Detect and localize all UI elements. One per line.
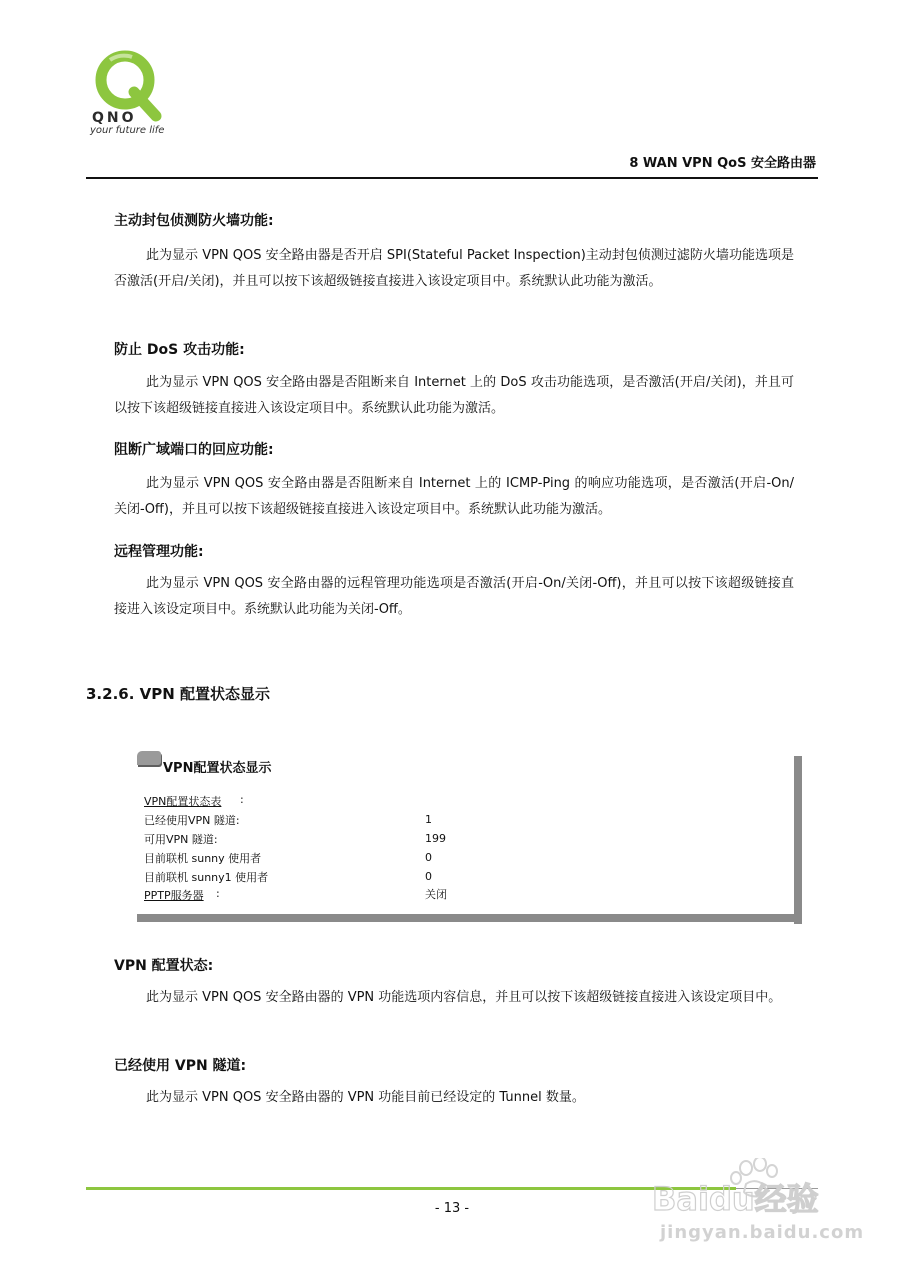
section-heading-dos: 防止 DoS 攻击功能: [114,342,245,358]
sunny1-users-label: 目前联机 sunny1 使用者 [144,871,269,884]
section-body-dos: 此为显示 VPN QOS 安全路由器是否阻断来自 Internet 上的 DoS 攻击功能选项，是否激活(开启/关闭)，并且可以按下该超级链接直接进入该设定项目中。系统默认此功能为激活。 [114,375,794,416]
section-body-spi: 此为显示 VPN QOS 安全路由器是否开启 SPI(Stateful Packet Inspection)主动封包侦测过滤防火墙功能选项是否激活(开启/关闭)，并且可以按下该超级链接直接进入该设定项目中。系统默认此功能为激活。 [114,248,794,289]
section-heading-remote: 远程管理功能: [114,544,204,560]
section-heading-wan-ping: 阻断广域端口的回应功能: [114,442,274,458]
panel-row-sep: : [240,793,244,806]
logo-wordmark: QNO [92,110,137,126]
section-body-used-tunnels: 此为显示 VPN QOS 安全路由器的 VPN 功能目前已经设定的 Tunnel 数量。 [146,1090,585,1105]
section-body-remote: 此为显示 VPN QOS 安全路由器的远程管理功能选项是否激活(开启-On/关闭-Off)，并且可以按下该超级链接直接进入该设定项目中。系统默认此功能为关闭-Off。 [114,576,794,617]
panel-tab-icon [137,751,161,765]
pptp-server-link[interactable]: PPTP服务器 [144,889,204,902]
baidu-watermark [650,1158,850,1258]
section-heading-vpn-config: VPN 配置状态: [114,958,214,974]
pptp-server-value: 关闭 [425,888,447,901]
section-title-vpn-status: 3.2.6. VPN 配置状态显示 [86,685,271,703]
page-number: - 13 - [434,1201,470,1216]
watermark-brand: Baidu经验 [652,1180,819,1218]
section-body-vpn-config: 此为显示 VPN QOS 安全路由器的 VPN 功能选项内容信息，并且可以按下该超级链接直接进入该设定项目中。 [146,990,782,1005]
available-vpn-tunnels-value: 199 [425,832,446,845]
available-vpn-tunnels-label: 可用VPN 隧道: [144,833,218,846]
panel-title: VPN配置状态显示 [163,761,272,776]
header-rule [86,177,818,179]
vpn-config-status-link[interactable]: VPN配置状态表 [144,795,222,808]
section-heading-used-tunnels: 已经使用 VPN 隧道: [114,1058,247,1074]
panel-row-sep: : [216,887,220,900]
section-heading-spi: 主动封包侦测防火墙功能: [114,213,274,229]
panel-shadow-bottom [137,914,802,922]
panel-shadow-right [794,756,802,924]
footer-rule [86,1187,736,1190]
used-vpn-tunnels-label: 已经使用VPN 隧道: [144,814,240,827]
section-body-wan-ping: 此为显示 VPN QOS 安全路由器是否阻断来自 Internet 上的 ICMP-Ping 的响应功能选项，是否激活(开启-On/关闭-Off)，并且可以按下该超级链接直接进入该设定项目中。系统默认此功能为激活。 [114,476,794,517]
logo-tagline: your future life [90,125,165,136]
watermark-url: jingyan.baidu.com [660,1222,865,1243]
sunny-users-value: 0 [425,851,432,864]
sunny1-users-value: 0 [425,870,432,883]
used-vpn-tunnels-value: 1 [425,813,432,826]
sunny-users-label: 目前联机 sunny 使用者 [144,852,262,865]
header-title: 8 WAN VPN QoS 安全路由器 [629,156,816,171]
